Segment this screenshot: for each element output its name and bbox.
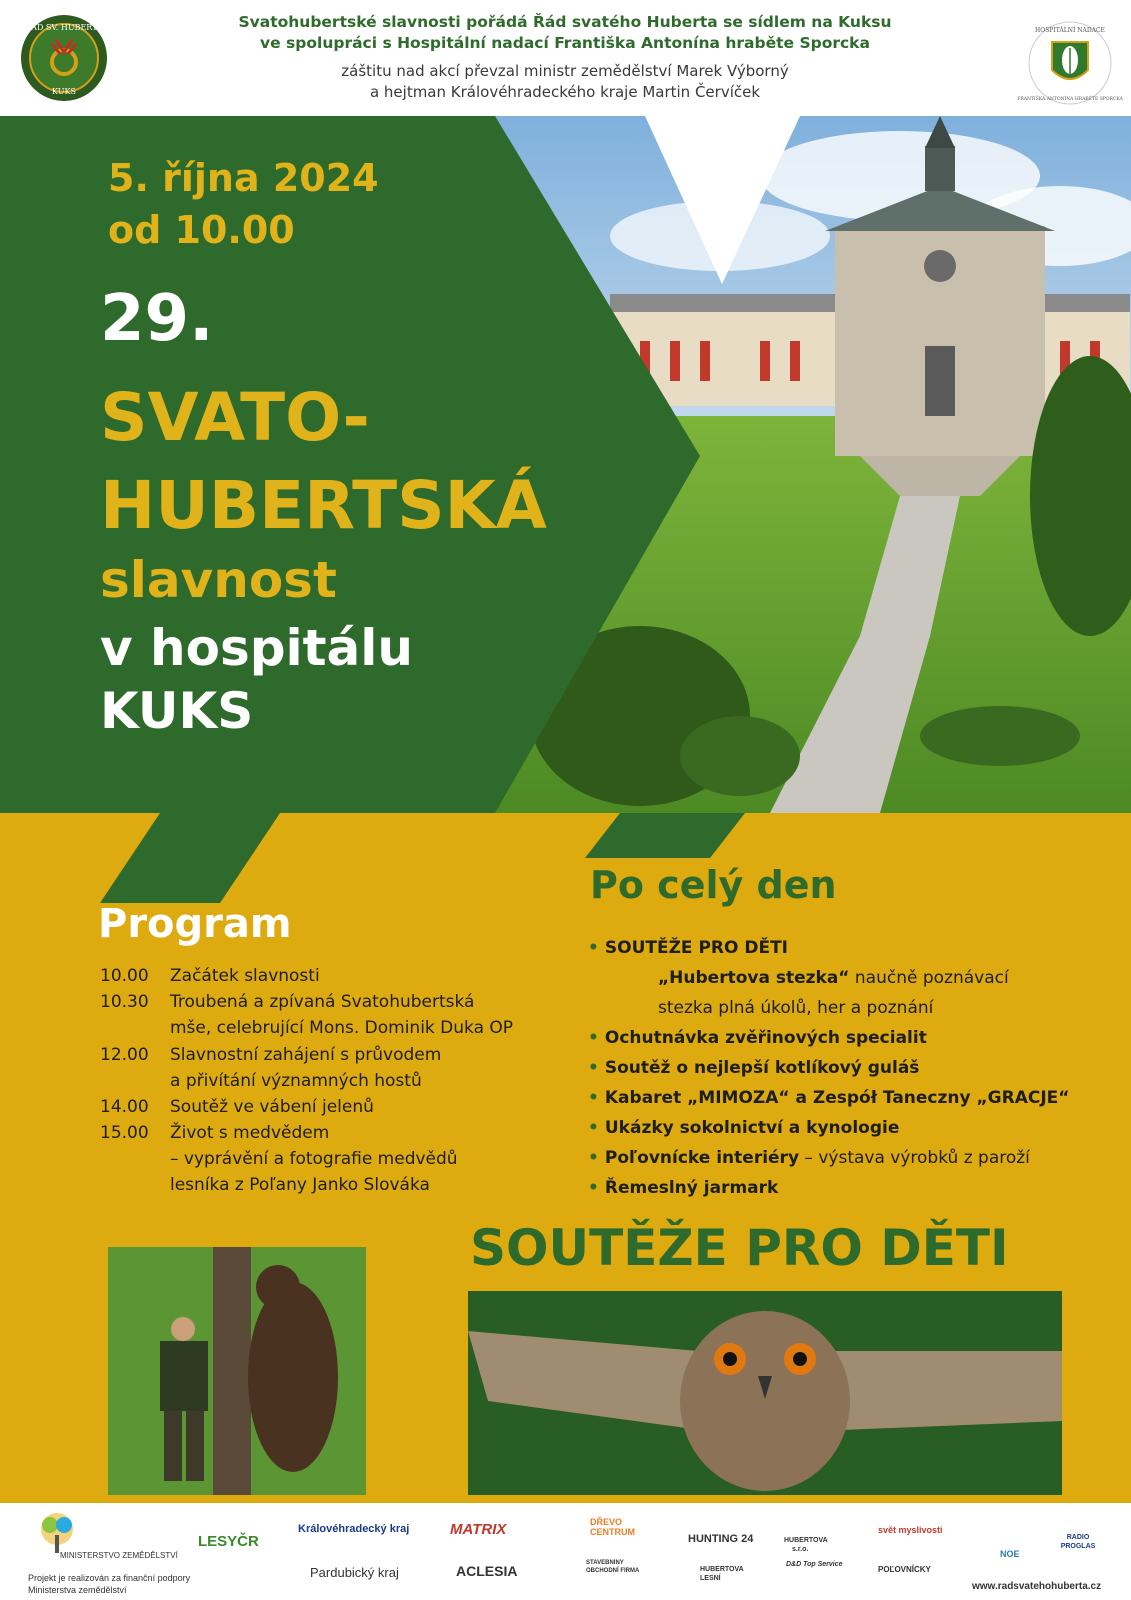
svet-myslivosti-logo: svět myslivosti (878, 1525, 943, 1535)
program-heading: Program (98, 901, 292, 947)
green-stripe-decorations (0, 813, 1131, 903)
dad-top-service-logo: D&D Top Service (786, 1561, 843, 1568)
title-line-5: KUKS (100, 682, 254, 740)
program-time: 10.30 (100, 992, 149, 1012)
program-text: Začátek slavnosti (170, 966, 320, 986)
allday-item-text: Soutěž o nejlepší kotlíkový guláš (604, 1058, 920, 1078)
program-text: – vyprávění a fotografie medvědů (170, 1149, 458, 1169)
program-section (0, 813, 1131, 1503)
order-seal-logo (20, 14, 108, 102)
hero-section (0, 116, 1131, 813)
title-line-4: v hospitálu (100, 619, 414, 677)
title-line-1: SVATO- (100, 379, 370, 456)
stavebniny-logo: STAVEBNINY OBCHODNÍ FIRMA (586, 1560, 640, 1574)
title-line-3: slavnost (100, 551, 337, 609)
header (0, 0, 1131, 116)
allday-item: • Poľovnícke interiéry – výstava výrobků z paroží (588, 1148, 1030, 1168)
allday-item: • Kabaret „MIMOZA“ a Zespół Taneczny „GRACJE“ (588, 1088, 1070, 1108)
program-time: 12.00 (100, 1045, 149, 1065)
hubertova-sro-logo-line-2: s.r.o. (792, 1546, 809, 1553)
program-time: 14.00 (100, 1097, 149, 1117)
allday-subitem-bold: „Hubertova stezka“ (658, 968, 850, 988)
drevo-centrum-logo-line-1: DŘEVO (590, 1517, 623, 1527)
allday-item: • Ochutnávka zvěřinových specialit (588, 1028, 927, 1048)
allday-item-text: Poľovnícke interiéry (604, 1148, 800, 1168)
hubertova-lesni-logo: HUBERTOVA LESNÍ (700, 1566, 744, 1582)
foundation-seal-top-text: HOSPITÁLNÍ NADACE (1035, 27, 1105, 34)
foundation-seal-logo (1017, 20, 1123, 106)
header-line-1: Svatohubertské slavnosti pořádá Řád svatého Huberta se sídlem na Kuksu (238, 13, 892, 31)
sponsor-footer (0, 1503, 1131, 1600)
lesy-cr-logo: LESYČR (198, 1533, 259, 1550)
allday-heading: Po celý den (590, 863, 837, 907)
kralovehradecky-kraj-logo: Královéhradecký kraj (298, 1523, 410, 1535)
aclesia-logo: ACLESIA (456, 1563, 518, 1579)
event-time: od 10.00 (108, 208, 295, 252)
ministry-note-2: Ministerstva zemědělství (28, 1585, 127, 1595)
allday-item: • Soutěž o nejlepší kotlíkový guláš (588, 1058, 920, 1078)
header-line-2: ve spolupráci s Hospitální nadací Františka Antonína hraběte Sporcka (260, 34, 870, 52)
program-text: Slavnostní zahájení s průvodem (170, 1045, 442, 1065)
allday-item-text: Řemeslný jarmark (604, 1178, 779, 1198)
program-time: 10.00 (100, 966, 149, 986)
allday-item-text: SOUTĚŽE PRO DĚTI (604, 938, 789, 958)
kids-heading: SOUTĚŽE PRO DĚTI (470, 1219, 1009, 1277)
order-seal-top-text: ŘÁD SV. HUBERTA (25, 23, 103, 32)
pardubicky-kraj-logo: Pardubický kraj (310, 1565, 399, 1580)
noe-logo: NOE (1000, 1549, 1020, 1559)
program-time: 15.00 (100, 1123, 149, 1143)
proglas-logo: RADIO PROGLAS (1060, 1534, 1096, 1550)
owl-photo (468, 1291, 1062, 1495)
program-text: a přivítání významných hostů (170, 1071, 422, 1091)
allday-item: • SOUTĚŽE PRO DĚTI (588, 938, 789, 958)
polovnicky-logo: POĽOVNÍCKY (878, 1565, 931, 1574)
allday-item-text: Kabaret „MIMOZA“ a Zespół Taneczny „GRACJE“ (604, 1088, 1070, 1108)
hunting24-logo: HUNTING 24 (688, 1533, 754, 1545)
program-text: Život s medvědem (170, 1123, 330, 1143)
hubertova-sro-logo-line-1: HUBERTOVA (784, 1537, 828, 1544)
allday-item: • Řemeslný jarmark (588, 1178, 779, 1198)
allday-subitem (658, 993, 933, 1023)
ministry-name: MINISTERSTVO ZEMĚDĚLSTVÍ (60, 1551, 178, 1560)
allday-item-text: Ochutnávka zvěřinových specialit (604, 1028, 927, 1048)
ministry-note-1: Projekt je realizován za finanční podpory (28, 1573, 191, 1583)
allday-subitem-text: stezka plná úkolů, her a poznání (658, 998, 934, 1018)
foundation-seal-bottom-text: FRANTIŠKA ANTONÍNA HRABĚTE SPORCKA (1017, 97, 1123, 102)
website-url: www.radsvatehohuberta.cz (972, 1581, 1102, 1592)
order-seal-bottom-text: KUKS (52, 87, 76, 96)
program-text: mše, celebrující Mons. Dominik Duka OP (170, 1018, 514, 1038)
header-line-3: záštitu nad akcí převzal ministr zemědělství Marek Výborný (341, 62, 789, 80)
allday-item-text: Ukázky sokolnictví a kynologie (604, 1118, 900, 1138)
drevo-centrum-logo-line-2: CENTRUM (590, 1527, 635, 1537)
program-text: lesníka z Poľany Janko Slováka (170, 1175, 430, 1195)
header-line-4: a hejtman Královéhradeckého kraje Martin Červíček (369, 83, 761, 101)
allday-subitem-text: naučně poznávací (849, 968, 1009, 988)
allday-subitem (658, 963, 1009, 993)
allday-item-rest: – výstava výrobků z paroží (799, 1148, 1030, 1168)
program-text: Troubená a zpívaná Svatohubertská (170, 992, 475, 1012)
edition-number: 29. (100, 282, 214, 356)
title-line-2: HUBERTSKÁ (100, 467, 547, 544)
program-text: Soutěž ve vábení jelenů (170, 1097, 374, 1117)
allday-item: • Ukázky sokolnictví a kynologie (588, 1118, 900, 1138)
matrix-logo: MATRIX (450, 1521, 507, 1538)
event-date: 5. října 2024 (108, 156, 379, 200)
bear-photo (108, 1247, 366, 1495)
